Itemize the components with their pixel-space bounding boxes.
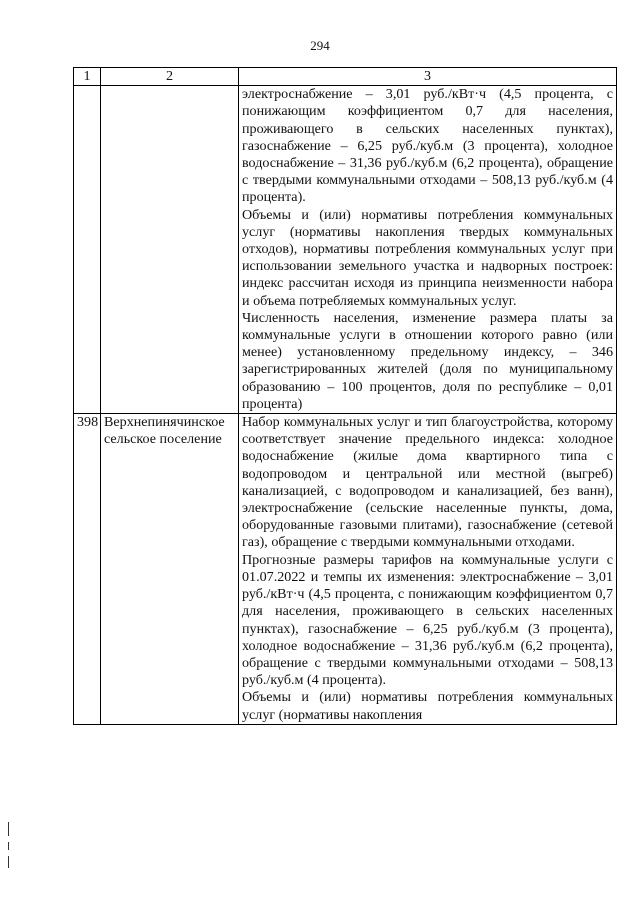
document-table bbox=[73, 67, 617, 725]
description-paragraph: Объемы и (или) нормативы потребления коммунальных услуг (нормативы накопления bbox=[242, 689, 613, 723]
row-name-cell: Верхнепинячинское сельское поселение bbox=[101, 414, 239, 725]
table-header-row bbox=[74, 68, 617, 86]
column-header-1: 1 bbox=[74, 68, 101, 86]
description-paragraph: Прогнозные размеры тарифов на коммунальные услуги с 01.07.2022 и темпы их изменения: электроснабжение – 3,01 руб./кВт·ч (4,5 процента, с понижающим коэффициентом 0,7 для населения, проживающего в сельских населенных пунктах), газоснабжение – 6,25 руб./куб.м (3 процента), холодное водоснабжение – 31,36 руб./куб.м (6,2 процента), обращение с твердыми коммунальными отходами – 508,13 руб./куб.м (4 процента). bbox=[242, 551, 613, 689]
row-description-cell bbox=[239, 86, 617, 414]
row-description-cell bbox=[239, 414, 617, 725]
column-header-2: 2 bbox=[101, 68, 239, 86]
row-number-cell: 398 bbox=[74, 414, 101, 725]
page-number: 294 bbox=[310, 38, 330, 53]
column-header-3: 3 bbox=[239, 68, 617, 86]
description-paragraph: Численность населения, изменение размера платы за коммунальные услуги в отношении которого равно (или менее) установленному предельному индексу, – 346 зарегистрированных жителей (доля по муниципальному образованию – 100 процентов, доля по республике – 0,01 процента) bbox=[242, 309, 613, 412]
description-paragraph: Набор коммунальных услуг и тип благоустройства, которому соответствует значение предельного индекса: холодное водоснабжение (жилые дома квартирного типа с водопроводом и центральной или местной (выгреб) канализацией, с водопроводом и канализацией, без ванн), электроснабжение (сельские населенные пункты, дома, оборудованные газовыми плитами), газоснабжение (сетевой газ), обращение с твердыми коммунальными отходами. bbox=[242, 414, 613, 551]
scan-margin-marks bbox=[8, 822, 10, 872]
row-number-cell bbox=[74, 86, 101, 414]
table-row-continued bbox=[74, 86, 617, 414]
table-row-398 bbox=[74, 414, 617, 725]
row-name-cell bbox=[101, 86, 239, 414]
description-paragraph: электроснабжение – 3,01 руб./кВт·ч (4,5 процента, с понижающим коэффициентом 0,7 для населения, проживающего в сельских населенных пунктах), газоснабжение – 6,25 руб./куб.м (3 процента), холодное водоснабжение – 31,36 руб./куб.м (6,2 процента), обращение с твердыми коммунальными отходами – 508,13 руб./куб.м (4 процента). bbox=[242, 86, 613, 206]
description-paragraph: Объемы и (или) нормативы потребления коммунальных услуг (нормативы накопления твердых коммунальных отходов), нормативы потребления коммунальных услуг при использовании земельного участка и надворных построек: индекс рассчитан исходя из принципа неизменности набора и объема потребляемых коммунальных услуг. bbox=[242, 206, 613, 309]
